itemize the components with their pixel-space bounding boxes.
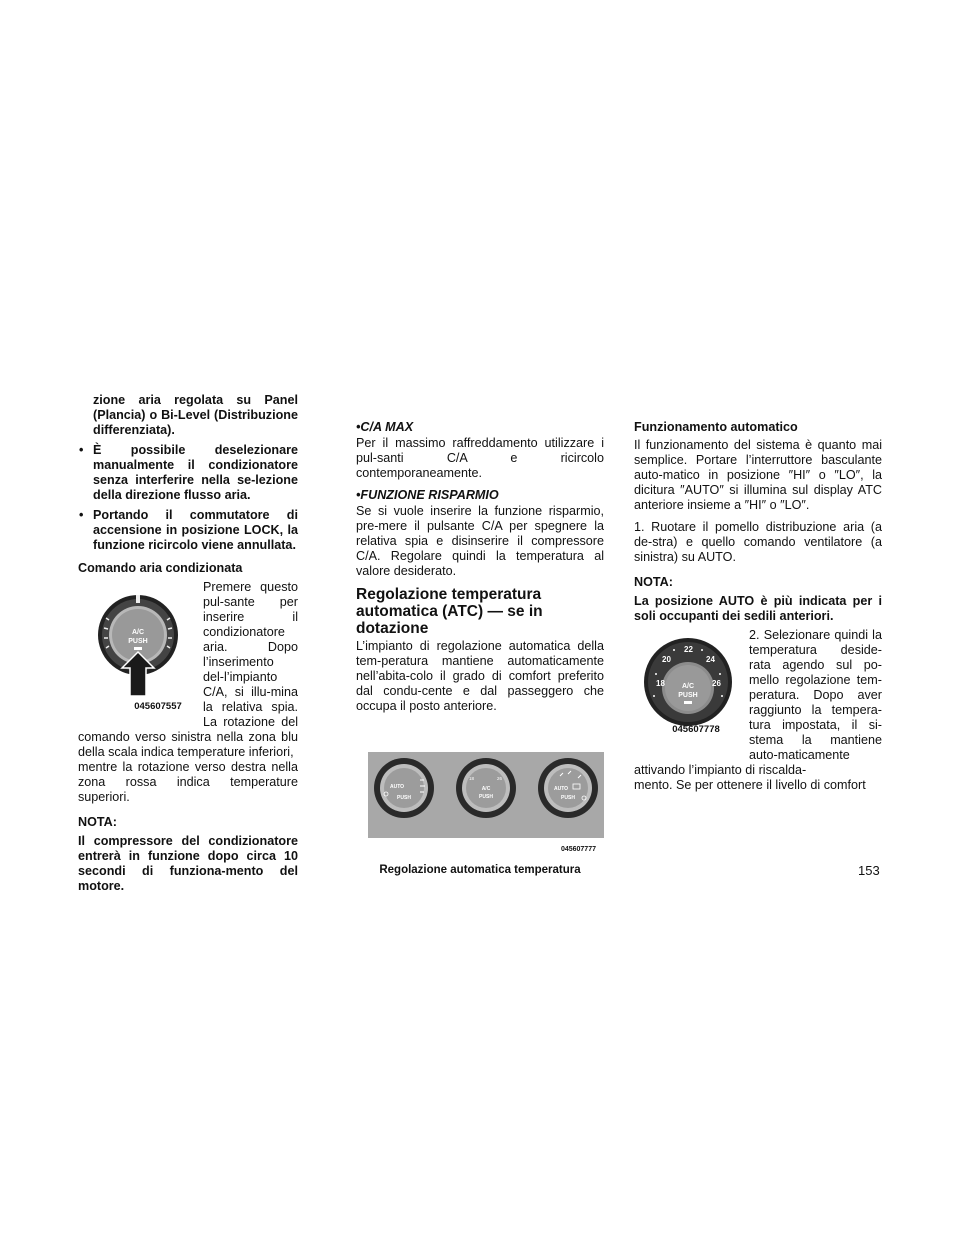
wrap-paragraph: 2. Selezionare quindi la temperatura deside-rata agendo sul po-mello regolazione tem-peratura. Dopo aver raggiunto la tempera-tura impostata, il si-stema la mantiene auto-maticamente attivando l’impianto di riscalda- — [634, 628, 882, 777]
section-heading: Funzionamento automatico — [634, 420, 798, 434]
ac-knob-illustration — [78, 580, 200, 730]
atc-panel-illustration — [368, 752, 604, 838]
list-item-funzione-risparmio: •FUNZIONE RISPARMIO Se si vuole inserire la funzione risparmio, pre-mere il pulsante C/A per spegnere la relativa spia e disinserire il compressore C/A. Regolare quindi la temperatura al valore desiderato. — [356, 488, 604, 578]
paragraph: mento. Se per ottenere il livello di comfort — [634, 778, 866, 792]
panel-push-label: PUSH — [561, 795, 575, 801]
knob-push-label: PUSH — [678, 692, 698, 699]
panel-push-label: PUSH — [397, 795, 411, 801]
temp-label-20: 20 — [662, 655, 671, 664]
page-number: 153 — [858, 863, 880, 878]
figure-caption: Regolazione automatica temperatura — [379, 864, 581, 876]
temp-label-22: 22 — [684, 645, 693, 654]
column-left — [78, 393, 298, 901]
continued-text: zione aria regolata su Panel (Plancia) o Bi-Level (Distribuzione differenziata). — [93, 393, 298, 437]
temp-knob-illustration — [634, 628, 746, 750]
paragraph: Il funzionamento del sistema è quanto mai semplice. Portare l’interruttore basculante auto-matico in posizione ″HI″ o ″LO″, la dicitura ″AUTO″ si illumina sul display ATC anteriore insieme a ″HI″ o ″LO″. — [634, 438, 882, 512]
list-item-ca-max: •C/A MAX Per il massimo raffreddamento utilizzare i pul-santi C/A e ricircolo contemporaneamente. — [356, 420, 604, 480]
bullet-item: • Portando il commutatore di accensione in posizione LOCK, la funzione ricircolo viene annullata. — [79, 508, 298, 552]
figure-code: 045607778 — [672, 724, 720, 735]
panel-ac-label: A/C — [481, 786, 491, 792]
section-heading: Comando aria condizionata — [78, 561, 243, 575]
item-title: C/A MAX — [360, 420, 414, 434]
section-heading: Regolazione temperatura automatica (ATC) — se in dotazione — [356, 586, 543, 637]
temp-knob-figure — [634, 628, 746, 750]
atc-panel-figure — [368, 752, 604, 838]
nota-heading: NOTA: — [78, 815, 117, 829]
knob-ac-label: A/C — [681, 683, 695, 690]
wrap-paragraph: Premere questo pul-sante per inserire il condizionatore aria. Dopo l’inserimento del-l’impianto C/A, si illu-mina la relativa spia. La rotazione del comando verso sinistra nella zona blu della scala indica temperature inferiori, — [78, 580, 298, 759]
figure-code: 045607557 — [134, 701, 182, 712]
panel-push-label: PUSH — [479, 794, 493, 800]
intro-paragraph: L’impianto di regolazione automatica della tem-peratura mantiene automaticamente nell’abita-colo il grado di comfort preferito dal condu-cente e dal passeggero che occupa il posto anteriore. — [356, 639, 604, 713]
temp-label-26: 26 — [712, 679, 721, 688]
paragraph: mentre la rotazione verso destra nella zona rossa indica temperature superiori. — [78, 760, 298, 804]
panel-auto-label: AUTO — [390, 784, 405, 790]
nota-heading: NOTA: — [634, 575, 673, 589]
bullet-item: • È possibile deselezionare manualmente il condizionatore senza interferire nella se-lezione della direzione flusso aria. — [79, 443, 298, 502]
figure-code: 045607777 — [560, 846, 596, 853]
temp-label-18: 18 — [656, 679, 665, 688]
item-text: Per il massimo raffreddamento utilizzare i pul-santi C/A e ricircolo contemporaneamente. — [356, 436, 604, 480]
temp-label-24: 24 — [706, 655, 715, 664]
column-right — [634, 420, 882, 800]
panel-temp-26: 26 — [497, 776, 503, 781]
panel-temp-18: 18 — [469, 776, 475, 781]
item-title: FUNZIONE RISPARMIO — [360, 488, 499, 502]
ac-knob-figure — [78, 580, 200, 730]
knob-ac-label: A/C — [131, 629, 145, 636]
nota-text: Il compressore del condizionatore entrerà in funzione dopo circa 10 secondi di funziona-mento del motore. — [78, 834, 298, 893]
item-text: Se si vuole inserire la funzione risparmio, pre-mere il pulsante C/A per spegnere la relativa spia e disinserire il compressore C/A. Regolare quindi la temperatura al valore desiderato. — [356, 504, 604, 578]
paragraph: 1. Ruotare il pomello distribuzione aria (a de-stra) e quello comando ventilatore (a sinistra) su AUTO. — [634, 520, 882, 564]
panel-auto-label: AUTO — [554, 786, 569, 792]
column-middle — [356, 420, 604, 878]
knob-push-label: PUSH — [128, 638, 148, 645]
nota-text: La posizione AUTO è più indicata per i soli occupanti dei sedili anteriori. — [634, 594, 882, 623]
